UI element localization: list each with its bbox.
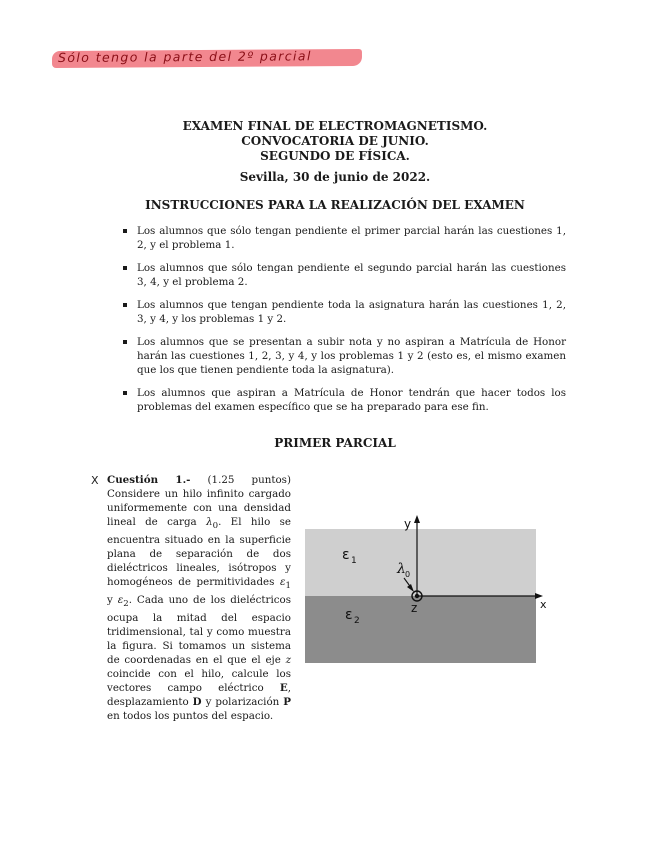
section-title: PRIMER PARCIAL (274, 436, 396, 450)
instructions-title: INSTRUCCIONES PARA LA REALIZACIÓN DEL EXAMEN (145, 198, 525, 212)
lambda-symbol: λ (206, 516, 213, 528)
label-eps2: ε (345, 607, 353, 623)
label-x: x (540, 598, 547, 611)
epsilon-symbol: ε (117, 594, 124, 607)
label-eps2-sub: 2 (354, 616, 360, 626)
question-text: coincide con el hilo, calcule los vectores campo eléctrico (107, 668, 291, 695)
exam-title: EXAMEN FINAL DE ELECTROMAGNETISMO. (182, 119, 488, 133)
label-y: y (404, 517, 412, 531)
question-text: . Cada uno de los dieléctricos ocupa la mitad del espacio tridimensional, tal y como muestra la figura. Si tomamos un sistema de coordenadas en el que el eje (107, 594, 291, 667)
question-text: Considere un hilo infinito cargado uniformemente con una densidad lineal de carga (107, 488, 291, 528)
question-1 (107, 473, 291, 723)
label-lambda: λ (397, 561, 406, 577)
label-lambda-sub: 0 (405, 570, 411, 579)
question-text: y polarización (205, 696, 280, 709)
vector-e: E (279, 682, 288, 695)
dielectric-lower-region (305, 596, 536, 663)
dielectric-figure (300, 515, 550, 667)
question-text: en todos los puntos del espacio. (107, 710, 274, 723)
instructions-list (122, 224, 566, 423)
vector-d: D (192, 696, 202, 709)
margin-mark: X (91, 474, 99, 487)
exam-header (120, 119, 550, 164)
z-symbol: z (285, 654, 291, 667)
question-text: , desplazamiento (107, 682, 291, 709)
subscript: 2 (123, 599, 129, 610)
label-eps1: ε (342, 547, 350, 563)
instruction-item: Los alumnos que se presentan a subir nota y no aspiran a Matrícula de Honor harán las cuestiones 1, 2, 3, y 4, y los problemas 1 y 2 (esto es, el mismo examen que los que tienen pendiente toda la asignatura). (122, 335, 566, 377)
question-points: (1.25 puntos) (207, 474, 291, 486)
question-text: . El hilo se encuentra situado en la superficie plana de separación de dos dieléctricos lineales, isótropos y homogéneos de permitividades (107, 516, 291, 589)
handwritten-note-highlight (52, 49, 362, 68)
question-text: y (107, 594, 113, 607)
instruction-item: Los alumnos que tengan pendiente toda la asignatura harán las cuestiones 1, 2, 3, y 4, y los problemas 1 y 2. (122, 298, 566, 326)
label-eps1-sub: 1 (351, 556, 357, 566)
question-label: Cuestión 1.- (107, 474, 191, 486)
handwritten-note: Sólo tengo la parte del 2º parcial (57, 48, 312, 66)
exam-course: SEGUNDO DE FÍSICA. (260, 149, 410, 163)
exam-date: Sevilla, 30 de junio de 2022. (239, 170, 431, 184)
vector-p: P (283, 696, 292, 709)
exam-session: CONVOCATORIA DE JUNIO. (241, 134, 429, 148)
instruction-item: Los alumnos que sólo tengan pendiente el segundo parcial harán las cuestiones 3, 4, y el problema 2. (122, 261, 566, 289)
y-axis-arrow (414, 515, 420, 523)
subscript: 0 (212, 521, 219, 532)
instruction-item: Los alumnos que aspiran a Matrícula de Honor tendrán que hacer todos los problemas del examen específico que se ha preparado para ese fin. (122, 386, 566, 414)
dielectric-upper-region (305, 529, 536, 596)
wire-dot (415, 594, 419, 598)
epsilon-symbol: ε (280, 576, 286, 589)
instruction-item: Los alumnos que sólo tengan pendiente el primer parcial harán las cuestiones 1, 2, y el problema 1. (122, 224, 566, 252)
subscript: 1 (285, 581, 291, 592)
label-z: z (411, 601, 418, 615)
